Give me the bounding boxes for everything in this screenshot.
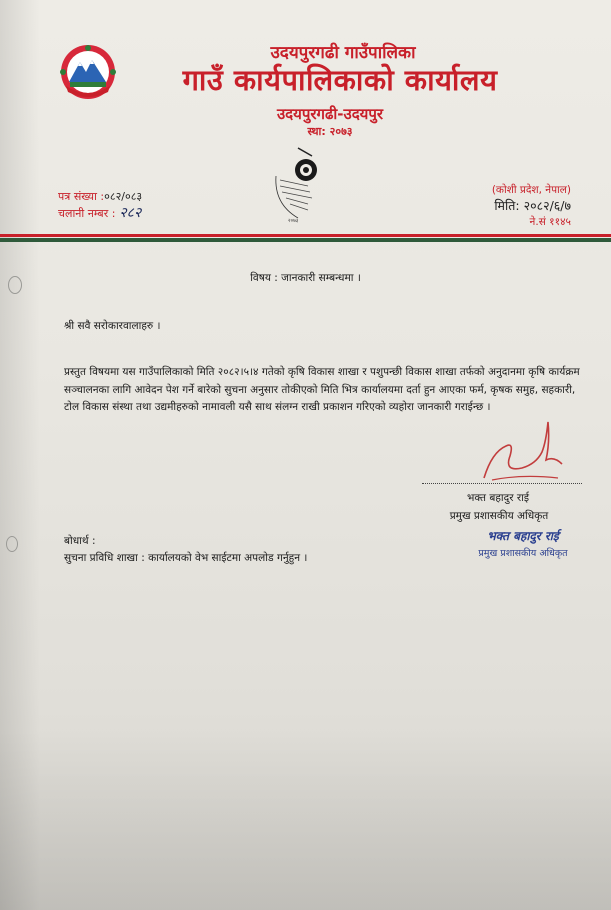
date-block [492, 182, 571, 230]
stamp-title: प्रमुख प्रशासकीय अधिकृत [478, 548, 568, 559]
patra-sankhya-value: ०८२/०८३ [104, 190, 143, 203]
patra-sankhya-row [58, 188, 142, 205]
cc-label: बोधार्थ : [64, 535, 96, 547]
reference-numbers [58, 188, 142, 222]
patra-sankhya-label: पत्र संख्या : [58, 190, 105, 203]
nepal-emblem-icon [58, 42, 118, 100]
province-label: (कोशी प्रदेश, नेपाल) [491, 184, 571, 196]
letter-body: प्रस्तुत विषयमा यस गाउँपालिकाको मिति २०८२।५।४ गतेको कृषि विकास शाखा र पशुपन्छी विकास शाखा तर्फको अनुदानमा कृषि कार्यक्रम सञ्चालनका लागि आवेदन पेश गर्ने बारेको सुचना अनुसार तोकीएको मिति भित्र कार्यालयमा दर्ता हुन आएका फर्म, कृषक समुह, सहकारी, टोल विकास संस्था तथा उद्यमीहरुको नामावली यसै साथ संलग्न राखी प्रकाशन गरिएको व्यहोरा जानकारी गराईन्छ । [64, 366, 580, 413]
nepal-sambat: ने.सं ११४५ [529, 216, 571, 228]
chalani-number-value: २८२ [119, 205, 142, 221]
cc-recipient: सुचना प्रविधि शाखा : कार्यालयको वेभ साईटमा अपलोड गर्नुहुन । [64, 552, 308, 564]
page-shadow-bottom [0, 730, 611, 910]
letter-salutation: श्री सवै सरोकारवालाहरु । [64, 320, 161, 332]
signature-line [422, 483, 582, 484]
header-rule-red [0, 234, 611, 237]
signature-icon [462, 412, 582, 492]
chalani-number-row [58, 205, 142, 222]
header-rule-green [0, 238, 611, 242]
signatory-name: भक्त बहादुर राई [467, 492, 529, 504]
municipality-name: उदयपुरगढी गाउँपालिका [270, 43, 416, 63]
office-name: गाउँ कार्यपालिकाको कार्यालय [182, 63, 498, 97]
office-seal-icon [268, 146, 338, 226]
office-location: उदयपुरगढी-उदयपुर [276, 105, 384, 123]
chalani-number-label: चलानी नम्बर : [58, 207, 116, 220]
letter-date: मिति: २०८२/६/७ [494, 198, 571, 213]
punch-hole-top [8, 276, 22, 294]
punch-hole-bottom [6, 536, 18, 552]
stamp-name: भक्त बहादुर राई [487, 529, 559, 543]
established-year: स्था: २०७३ [307, 125, 353, 138]
letter-subject: विषय : जानकारी सम्बन्धमा । [250, 272, 361, 284]
svg-text:२०७३: २०७३ [288, 218, 299, 224]
signatory-title: प्रमुख प्रशासकीय अधिकृत [449, 510, 549, 522]
